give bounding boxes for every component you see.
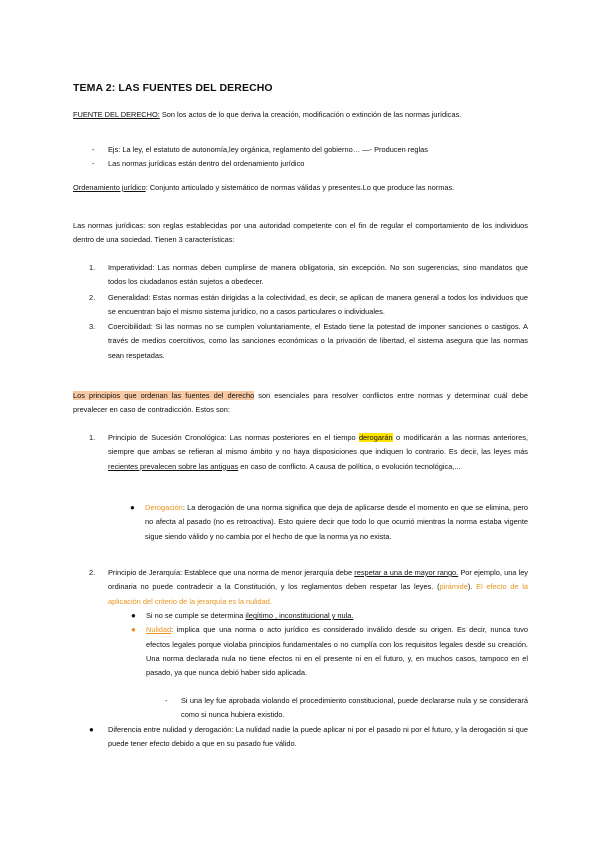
normas-list [89, 261, 528, 363]
list-item: 1. Imperatividad: Las normas deben cumplirse de manera obligatoria, sin excepción. No son sugerencias, sino mandatos que todos los ciudadanos están sujetos a obedecer. [89, 263, 528, 287]
list-item: 3. Coercibilidad: Si las normas no se cumplen voluntariamente, el Estado tiene la potestad de imponer sanciones o castigos. A través de medios coercitivos, como las sanciones económicas o la privación de libertad, el sistema asegura que las normas sean respetadas. [89, 322, 528, 360]
fuente-list [92, 143, 528, 172]
page-title: TEMA 2: LAS FUENTES DEL DERECHO [73, 82, 273, 94]
list-item: - Ejs: La ley, el estatuto de autonomía,ley orgánica, reglamento del gobierno… —- Producen reglas [108, 143, 528, 157]
list-item: 2. Generalidad: Estas normas están dirigidas a la colectividad, es decir, se aplican de manera general a todos los individuos que se encuentran bajo el mismo sistema jurídico, no a casos particulares o individuales. [89, 292, 528, 316]
highlighted-word: derogarán [358, 433, 393, 442]
jerarquia-sublist [131, 609, 528, 680]
principios-intro: Los principios que ordenan las fuentes del derecho son esenciales para resolver conflictos entre normas y determinar cuál debe prevalecer en caso de contradicción. Estos son: [73, 391, 528, 415]
list-item: - Las normas jurídicas están dentro del ordenamiento jurídico [108, 157, 528, 171]
list-item: ● Nulidad: implica que una norma o acto jurídico es considerado inválido desde su origen. Es decir, nunca tuvo efectos legales porque violaba principios fundamentales o no cumplía con los requisitos legales desde su creación. Una norma declarada nula no tiene efectos ni en el presente ni en el futuro, y, en muchos casos, tampoco en el pasado, ya que nunca debió haber sido aplicada. [131, 625, 528, 678]
bullet-marker: ● [130, 503, 135, 512]
derogacion-item: ● Derogación: La derogación de una norma significa que deja de aplicarse desde el momento en que se elimina, pero no afecta al pasado (no es retroactiva). Esto quiere decir que todo lo que ocurrió mientras la norma estaba vigente sigue siendo válido y no cambia por el hecho de que la norma ya no exista. [130, 503, 528, 541]
nulidad-term: Nulidad [146, 625, 172, 635]
bullet-marker: ● [131, 625, 136, 635]
bullet-marker: ● [89, 725, 94, 734]
fuente-definition: FUENTE DEL DERECHO: Son los actos de lo que deriva la creación, modificación o extinción de las normas jurídicas. [73, 110, 462, 119]
principio-2: 2. Principio de Jerarquía: Establece que una norma de menor jerarquía debe respetar a una de mayor rango. Por ejemplo, una ley ordinaria no puede contradecir a la Constitución, y los reglamentos deben respetar las leyes. (pirámide). El efecto de la aplicación del criterio de la jerarquía es la nulidad. [89, 568, 528, 606]
bullet-marker: ● [131, 611, 136, 620]
fuente-term: FUENTE DEL DERECHO: [73, 110, 160, 119]
ordenamiento-term: Ordenamiento jurídico [73, 183, 146, 192]
dash-marker: - [92, 145, 95, 154]
dash-marker: - [92, 159, 95, 169]
highlighted-phrase: Los principios que ordenan las fuentes del derecho [73, 391, 255, 400]
dash-marker: - [165, 696, 168, 705]
derogacion-term: Derogación [145, 503, 183, 512]
principio-1: 1. Principio de Sucesión Cronológica: Las normas posteriores en el tiempo derogarán o modificarán a las normas anteriores, siempre que ambas se refieran al mismo ámbito y no haya disposiciones que indiquen lo contrario. Es decir, las leyes más recientes prevalecen sobre las antiguas en caso de conflicto. A causa de política, o evolución tecnológica,... [89, 433, 528, 471]
normas-intro: Las normas jurídicas: son reglas establecidas por una autoridad competente con el fin de regular el comportamiento de los individuos dentro de una sociedad. Tienen 3 características: [73, 221, 528, 245]
fuente-section [73, 108, 528, 122]
nulidad-example: - Si una ley fue aprobada violando el procedimiento constitucional, puede declararse nula y se considerará como si nunca hubiera existido. [165, 696, 528, 720]
diferencia-item: ● Diferencia entre nulidad y derogación: La nulidad nadie la puede aplicar ni por el pasado ni por el futuro, y la derogación si que puede tener efecto debido a que en su pasado fue válido. [89, 725, 528, 749]
ordenamiento-section: Ordenamiento jurídico: Conjunto articulado y sistemático de normas válidas y presentes.Lo que produce las normas. [73, 183, 455, 192]
list-item: ● Si no se cumple se determina ilegítimo , inconstitucional y nula. [146, 609, 528, 623]
